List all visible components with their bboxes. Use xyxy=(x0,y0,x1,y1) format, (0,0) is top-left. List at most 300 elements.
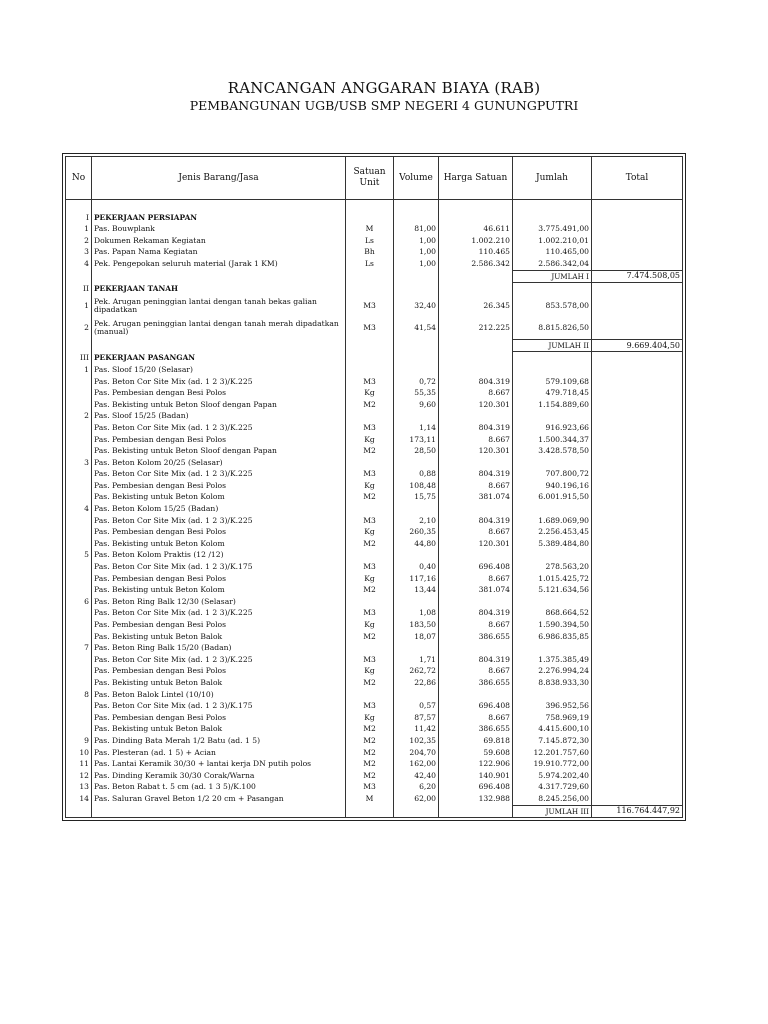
row-satuan: M3 xyxy=(346,376,394,388)
row-jumlah xyxy=(513,200,592,212)
row-harga-satuan: 804.319 xyxy=(439,422,513,434)
row-volume: 0,72 xyxy=(394,376,439,388)
table-row xyxy=(66,387,683,399)
row-satuan: Ls xyxy=(346,258,394,270)
row-no: 1 xyxy=(66,364,92,376)
row-total xyxy=(592,468,683,480)
row-harga-satuan xyxy=(439,339,513,352)
table-row xyxy=(66,561,683,573)
row-no: 14 xyxy=(66,793,92,805)
row-jenis: Pas. Pembesian dengan Besi Polos xyxy=(92,573,346,585)
row-harga-satuan: 132.988 xyxy=(439,793,513,805)
row-jumlah: 2.586.342,04 xyxy=(513,258,592,270)
row-jenis: Pas. Bekisting untuk Beton Sloof dengan Papan xyxy=(92,445,346,457)
row-total xyxy=(592,549,683,561)
table-row xyxy=(66,573,683,585)
row-jumlah: 3.428.578,50 xyxy=(513,445,592,457)
row-jumlah: 579.109,68 xyxy=(513,376,592,388)
row-volume xyxy=(394,212,439,224)
row-jenis: Pas. Beton Cor Site Mix (ad. 1 2 3)/K.175 xyxy=(92,700,346,712)
row-satuan xyxy=(346,596,394,608)
row-volume xyxy=(394,503,439,515)
section-header-row xyxy=(66,352,683,364)
row-jenis: Pas. Pembesian dengan Besi Polos xyxy=(92,526,346,538)
row-satuan xyxy=(346,339,394,352)
row-total xyxy=(592,223,683,235)
row-satuan: M3 xyxy=(346,700,394,712)
row-jumlah xyxy=(513,352,592,364)
row-satuan xyxy=(346,352,394,364)
row-jenis: Pas. Dinding Bata Merah 1/2 Batu (ad. 1 5) xyxy=(92,735,346,747)
row-harga-satuan: 1.002.210 xyxy=(439,235,513,247)
row-volume: 55,35 xyxy=(394,387,439,399)
row-jenis: Pas. Beton Kolom 20/25 (Selasar) xyxy=(92,457,346,469)
row-harga-satuan: 26.345 xyxy=(439,295,513,317)
row-volume xyxy=(394,596,439,608)
row-jenis: Pas. Beton Kolom Praktis (12 /12) xyxy=(92,549,346,561)
row-total xyxy=(592,596,683,608)
row-jenis: Pas. Beton Cor Site Mix (ad. 1 2 3)/K.225 xyxy=(92,376,346,388)
table-row xyxy=(66,526,683,538)
row-jenis: PEKERJAAN PERSIAPAN xyxy=(92,212,346,224)
header-volume: Volume xyxy=(394,157,439,200)
row-harga-satuan xyxy=(439,410,513,422)
row-satuan: M2 xyxy=(346,584,394,596)
row-satuan: M2 xyxy=(346,735,394,747)
row-jumlah xyxy=(513,212,592,224)
row-satuan: Kg xyxy=(346,526,394,538)
table-row xyxy=(66,549,683,561)
row-harga-satuan: 804.319 xyxy=(439,468,513,480)
row-jumlah: 1.375.385,49 xyxy=(513,654,592,666)
row-harga-satuan: 8.667 xyxy=(439,526,513,538)
row-harga-satuan: 386.655 xyxy=(439,677,513,689)
table-row xyxy=(66,793,683,805)
row-total xyxy=(592,387,683,399)
row-jenis xyxy=(92,270,346,283)
row-jenis: Pas. Beton Cor Site Mix (ad. 1 2 3)/K.225 xyxy=(92,468,346,480)
row-satuan: M3 xyxy=(346,561,394,573)
row-jumlah: 5.121.634,56 xyxy=(513,584,592,596)
row-satuan xyxy=(346,549,394,561)
row-total xyxy=(592,677,683,689)
row-no xyxy=(66,619,92,631)
row-satuan: M2 xyxy=(346,747,394,759)
row-harga-satuan xyxy=(439,805,513,818)
row-jumlah: 5.389.484,80 xyxy=(513,538,592,550)
row-harga-satuan xyxy=(439,642,513,654)
row-volume: 41,54 xyxy=(394,317,439,340)
row-total xyxy=(592,781,683,793)
row-volume xyxy=(394,352,439,364)
row-satuan: M2 xyxy=(346,677,394,689)
row-volume xyxy=(394,642,439,654)
row-jumlah xyxy=(513,457,592,469)
row-satuan xyxy=(346,270,394,283)
table-row xyxy=(66,295,683,317)
table-row xyxy=(66,410,683,422)
table-row xyxy=(66,223,683,235)
row-jumlah: 916.923,66 xyxy=(513,422,592,434)
row-satuan: Bh xyxy=(346,246,394,258)
row-volume: 22,86 xyxy=(394,677,439,689)
row-volume: 108,48 xyxy=(394,480,439,492)
row-satuan xyxy=(346,503,394,515)
row-jenis: Pas. Sloof 15/25 (Badan) xyxy=(92,410,346,422)
row-volume: 6,20 xyxy=(394,781,439,793)
row-jenis: Pas. Bekisting untuk Beton Balok xyxy=(92,631,346,643)
row-satuan: M3 xyxy=(346,515,394,527)
row-total xyxy=(592,503,683,515)
row-jenis: Pas. Beton Cor Site Mix (ad. 1 2 3)/K.225 xyxy=(92,515,346,527)
row-jumlah: JUMLAH I xyxy=(513,270,592,283)
row-volume: 44,80 xyxy=(394,538,439,550)
table-row xyxy=(66,457,683,469)
row-satuan: Kg xyxy=(346,712,394,724)
row-jumlah: 479.718,45 xyxy=(513,387,592,399)
row-jumlah: 4.415.600,10 xyxy=(513,723,592,735)
row-harga-satuan xyxy=(439,364,513,376)
row-jumlah: 1.500.344,37 xyxy=(513,434,592,446)
row-volume: 0,88 xyxy=(394,468,439,480)
header-no: No xyxy=(66,157,92,200)
table-row xyxy=(66,538,683,550)
row-total xyxy=(592,434,683,446)
row-satuan: M3 xyxy=(346,468,394,480)
row-no xyxy=(66,376,92,388)
row-volume: 102,35 xyxy=(394,735,439,747)
row-total xyxy=(592,619,683,631)
row-jumlah: 12.201.757,60 xyxy=(513,747,592,759)
row-harga-satuan xyxy=(439,457,513,469)
row-total: 9.669.404,50 xyxy=(592,339,683,352)
row-jenis: Pas. Bekisting untuk Beton Kolom xyxy=(92,584,346,596)
document-title: RANCANGAN ANGGARAN BIAYA (RAB) xyxy=(227,79,541,97)
row-satuan: Kg xyxy=(346,665,394,677)
row-total xyxy=(592,689,683,701)
table-row xyxy=(66,468,683,480)
row-total xyxy=(592,212,683,224)
row-harga-satuan xyxy=(439,503,513,515)
table-row xyxy=(66,665,683,677)
row-jenis: Pas. Pembesian dengan Besi Polos xyxy=(92,480,346,492)
subtotal-row xyxy=(66,270,683,283)
row-jumlah xyxy=(513,642,592,654)
row-jenis: Pas. Bekisting untuk Beton Kolom xyxy=(92,538,346,550)
table-row xyxy=(66,723,683,735)
row-total xyxy=(592,723,683,735)
row-harga-satuan: 120.301 xyxy=(439,399,513,411)
row-no xyxy=(66,387,92,399)
row-volume: 42,40 xyxy=(394,770,439,782)
row-total xyxy=(592,399,683,411)
row-no xyxy=(66,445,92,457)
row-total xyxy=(592,712,683,724)
row-total xyxy=(592,457,683,469)
row-satuan xyxy=(346,410,394,422)
row-total xyxy=(592,584,683,596)
row-jumlah: 8.838.933,30 xyxy=(513,677,592,689)
row-volume: 1,08 xyxy=(394,607,439,619)
row-jenis: Pas. Beton Cor Site Mix (ad. 1 2 3)/K.225 xyxy=(92,654,346,666)
row-total xyxy=(592,631,683,643)
row-no: 12 xyxy=(66,770,92,782)
row-volume xyxy=(394,270,439,283)
row-satuan: M3 xyxy=(346,317,394,340)
row-satuan: Ls xyxy=(346,235,394,247)
row-no: 7 xyxy=(66,642,92,654)
row-jumlah xyxy=(513,503,592,515)
table-body xyxy=(66,200,683,818)
table-row xyxy=(66,747,683,759)
row-jumlah: 5.974.202,40 xyxy=(513,770,592,782)
row-volume: 204,70 xyxy=(394,747,439,759)
row-total xyxy=(592,480,683,492)
row-harga-satuan: 8.667 xyxy=(439,712,513,724)
row-no xyxy=(66,480,92,492)
row-total xyxy=(592,352,683,364)
row-jumlah: 8.245.256,00 xyxy=(513,793,592,805)
row-no xyxy=(66,339,92,352)
row-satuan xyxy=(346,689,394,701)
table-row xyxy=(66,700,683,712)
row-jumlah xyxy=(513,689,592,701)
row-jenis: Pas. Pembesian dengan Besi Polos xyxy=(92,619,346,631)
row-total xyxy=(592,235,683,247)
row-jenis xyxy=(92,200,346,212)
row-jumlah: 110.465,00 xyxy=(513,246,592,258)
row-harga-satuan: 69.818 xyxy=(439,735,513,747)
row-total xyxy=(592,246,683,258)
row-satuan: Kg xyxy=(346,619,394,631)
table-row xyxy=(66,607,683,619)
row-jenis: Pas. Beton Ring Balk 12/30 (Selasar) xyxy=(92,596,346,608)
row-satuan xyxy=(346,364,394,376)
row-no xyxy=(66,399,92,411)
table-row xyxy=(66,781,683,793)
row-jumlah: JUMLAH III xyxy=(513,805,592,818)
row-satuan: M3 xyxy=(346,607,394,619)
row-total xyxy=(592,364,683,376)
row-jenis: PEKERJAAN TANAH xyxy=(92,283,346,295)
header-jumlah: Jumlah xyxy=(513,157,592,200)
row-jumlah: 278.563,20 xyxy=(513,561,592,573)
row-no: 3 xyxy=(66,246,92,258)
row-volume: 2,10 xyxy=(394,515,439,527)
row-satuan xyxy=(346,283,394,295)
table-row xyxy=(66,491,683,503)
row-harga-satuan: 696.408 xyxy=(439,561,513,573)
row-volume: 262,72 xyxy=(394,665,439,677)
row-no xyxy=(66,584,92,596)
row-volume: 13,44 xyxy=(394,584,439,596)
row-harga-satuan: 804.319 xyxy=(439,515,513,527)
row-no xyxy=(66,654,92,666)
table-row xyxy=(66,654,683,666)
row-jenis: Pas. Bouwplank xyxy=(92,223,346,235)
row-volume: 117,16 xyxy=(394,573,439,585)
row-jumlah: JUMLAH II xyxy=(513,339,592,352)
row-jumlah: 1.002.210,01 xyxy=(513,235,592,247)
row-jumlah: 6.986.835,85 xyxy=(513,631,592,643)
row-harga-satuan: 696.408 xyxy=(439,781,513,793)
row-jenis: Pas. Pembesian dengan Besi Polos xyxy=(92,387,346,399)
row-total xyxy=(592,200,683,212)
row-total xyxy=(592,654,683,666)
row-harga-satuan: 120.301 xyxy=(439,445,513,457)
row-jumlah: 1.590.394,50 xyxy=(513,619,592,631)
row-total xyxy=(592,607,683,619)
row-volume xyxy=(394,364,439,376)
row-total xyxy=(592,561,683,573)
table-row xyxy=(66,758,683,770)
table-row xyxy=(66,596,683,608)
row-satuan: Kg xyxy=(346,480,394,492)
row-no: 3 xyxy=(66,457,92,469)
row-harga-satuan: 2.586.342 xyxy=(439,258,513,270)
row-total xyxy=(592,642,683,654)
row-satuan xyxy=(346,642,394,654)
subtotal-row xyxy=(66,339,683,352)
row-jenis: Pas. Sloof 15/20 (Selasar) xyxy=(92,364,346,376)
row-no xyxy=(66,723,92,735)
row-total xyxy=(592,317,683,340)
row-harga-satuan: 8.667 xyxy=(439,480,513,492)
row-jumlah: 1.154.889,60 xyxy=(513,399,592,411)
row-volume xyxy=(394,457,439,469)
row-jenis: Pas. Pembesian dengan Besi Polos xyxy=(92,434,346,446)
row-jumlah xyxy=(513,364,592,376)
table-row xyxy=(66,503,683,515)
row-satuan xyxy=(346,805,394,818)
row-harga-satuan: 804.319 xyxy=(439,376,513,388)
row-total xyxy=(592,283,683,295)
row-jumlah: 19.910.772,00 xyxy=(513,758,592,770)
table-row xyxy=(66,422,683,434)
row-no xyxy=(66,200,92,212)
header-satuan: Satuan Unit xyxy=(346,157,394,200)
row-total xyxy=(592,491,683,503)
row-no xyxy=(66,526,92,538)
row-total xyxy=(592,573,683,585)
row-no: 4 xyxy=(66,503,92,515)
row-no: 5 xyxy=(66,549,92,561)
row-satuan: M2 xyxy=(346,758,394,770)
row-no: 2 xyxy=(66,235,92,247)
row-harga-satuan: 8.667 xyxy=(439,434,513,446)
row-satuan: M2 xyxy=(346,445,394,457)
row-harga-satuan: 140.901 xyxy=(439,770,513,782)
row-satuan: M2 xyxy=(346,723,394,735)
row-total xyxy=(592,422,683,434)
table-row xyxy=(66,246,683,258)
row-no xyxy=(66,270,92,283)
row-no: 8 xyxy=(66,689,92,701)
row-no: 6 xyxy=(66,596,92,608)
row-jenis: Pas. Saluran Gravel Beton 1/2 20 cm + Pasangan xyxy=(92,793,346,805)
table-row xyxy=(66,712,683,724)
table-row xyxy=(66,317,683,340)
row-jenis: Pas. Pembesian dengan Besi Polos xyxy=(92,665,346,677)
row-jenis: Pas. Bekisting untuk Beton Balok xyxy=(92,677,346,689)
row-no xyxy=(66,434,92,446)
row-total xyxy=(592,526,683,538)
table-row xyxy=(66,434,683,446)
row-satuan: M xyxy=(346,223,394,235)
row-total: 7.474.508,05 xyxy=(592,270,683,283)
row-total xyxy=(592,258,683,270)
row-total xyxy=(592,758,683,770)
row-jenis: PEKERJAAN PASANGAN xyxy=(92,352,346,364)
row-harga-satuan: 122.906 xyxy=(439,758,513,770)
row-harga-satuan: 110.465 xyxy=(439,246,513,258)
row-satuan: M2 xyxy=(346,538,394,550)
row-jenis: Pas. Dinding Keramik 30/30 Corak/Warna xyxy=(92,770,346,782)
table-row xyxy=(66,515,683,527)
row-jumlah xyxy=(513,410,592,422)
table-row xyxy=(66,376,683,388)
header-total: Total xyxy=(592,157,683,200)
row-harga-satuan xyxy=(439,596,513,608)
row-no: 1 xyxy=(66,223,92,235)
row-jenis: Pas. Bekisting untuk Beton Balok xyxy=(92,723,346,735)
row-jumlah: 3.775.491,00 xyxy=(513,223,592,235)
table-row xyxy=(66,235,683,247)
row-harga-satuan xyxy=(439,212,513,224)
row-volume xyxy=(394,283,439,295)
row-no xyxy=(66,712,92,724)
row-volume: 260,35 xyxy=(394,526,439,538)
header-harga-satuan: Harga Satuan xyxy=(439,157,513,200)
row-harga-satuan xyxy=(439,270,513,283)
header-jenis: Jenis Barang/Jasa xyxy=(92,157,346,200)
row-harga-satuan: 696.408 xyxy=(439,700,513,712)
table-row xyxy=(66,200,683,212)
row-harga-satuan: 8.667 xyxy=(439,619,513,631)
section-header-row xyxy=(66,212,683,224)
row-no: 2 xyxy=(66,410,92,422)
row-satuan: Kg xyxy=(346,434,394,446)
row-jumlah: 396.952,56 xyxy=(513,700,592,712)
row-jenis: Pas. Lantai Keramik 30/30 + lantai kerja DN putih polos xyxy=(92,758,346,770)
row-jumlah: 707.800,72 xyxy=(513,468,592,480)
row-harga-satuan xyxy=(439,200,513,212)
row-total xyxy=(592,700,683,712)
row-no xyxy=(66,491,92,503)
row-satuan: M2 xyxy=(346,631,394,643)
row-volume xyxy=(394,805,439,818)
row-volume xyxy=(394,549,439,561)
row-volume: 18,07 xyxy=(394,631,439,643)
row-harga-satuan: 804.319 xyxy=(439,607,513,619)
table-row xyxy=(66,689,683,701)
table-row xyxy=(66,480,683,492)
row-volume: 11,42 xyxy=(394,723,439,735)
row-satuan: M3 xyxy=(346,422,394,434)
row-jumlah: 940.196,16 xyxy=(513,480,592,492)
row-no: III xyxy=(66,352,92,364)
row-no xyxy=(66,607,92,619)
row-jenis: Pek. Arugan peninggian lantai dengan tanah bekas galian dipadatkan xyxy=(92,295,346,317)
row-satuan: M xyxy=(346,793,394,805)
row-harga-satuan: 804.319 xyxy=(439,654,513,666)
row-harga-satuan: 212.225 xyxy=(439,317,513,340)
row-total xyxy=(592,770,683,782)
row-no xyxy=(66,468,92,480)
row-harga-satuan: 386.655 xyxy=(439,631,513,643)
row-volume: 1,14 xyxy=(394,422,439,434)
row-volume: 162,00 xyxy=(394,758,439,770)
